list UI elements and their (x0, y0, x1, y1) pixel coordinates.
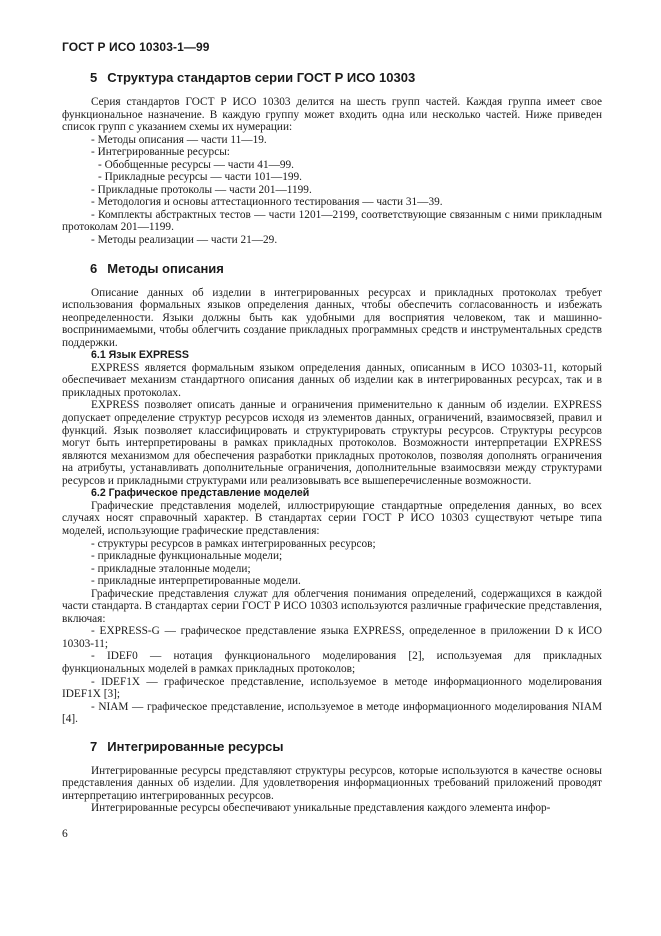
sub-list-item: - Прикладные ресурсы — части 101—199. (98, 171, 302, 184)
section-6-heading (90, 261, 602, 277)
list-item: - Методы реализации — части 21—29. (91, 234, 278, 247)
section-7-heading (90, 739, 602, 755)
section-6-paragraph: Описание данных об изделии в интегрированных ресурсах и прикладных протоколах требует использования формальных языков определения данных, чтобы обеспечить согласованность и избежать неопределенности. Языки должны быть как удобными для восприятия человеком, так и машинно-воспринимаемыми, чтобы облегчить создание прикладных программных средств и инструментальных средств поддержки. (62, 286, 602, 349)
subsection-6-1-paragraph: EXPRESS позволяет описать данные и ограничения применительно к данным об изделии. EXPRESS допускает определение структур ресурсов исходя из элементов данных, ограничений, взаимосвязей, правил и функций. Язык позволяет классифицировать и структурировать структуры ресурсов. Структуры ресурсов могут быть интерпретированы в рамках прикладных протоколов. Возможности интерпретации EXPRESS являются механизмом для обеспечения разработки прикладных протоколов, позволяя дополнять ограничения на атрибуты, устанавливать дополнительные ограничения, дополнительные взаимосвязи между структурами ресурсов и прикладными структурами или реализовывать все вышеперечисленные возможности. (62, 399, 602, 487)
section-6-title: Методы описания (107, 260, 224, 276)
subsection-6-2-paragraph: Графические представления служат для облегчения понимания определений, содержащихся в каждой части стандарта. В стандартах серии ГОСТ Р ИСО 10303 используются различные графические представления, включая: (62, 587, 602, 625)
section-5-heading (90, 70, 602, 86)
section-7-title: Интегрированные ресурсы (107, 738, 284, 754)
list-item: - NIAM — графическое представление, используемое в методе информационного моделирования NIAM [4]. (62, 700, 602, 726)
list-item: - прикладные функциональные модели; (91, 550, 283, 563)
subsection-6-2-title: 6.2 Графическое представление моделей (91, 487, 310, 500)
subsection-6-2-paragraph: Графические представления моделей, иллюстрирующие стандартные определения данных, во всех случаях носят справочный характер. В стандартах серии ГОСТ Р ИСО 10303 существуют четыре типа моделей, использующие графические представления: (62, 499, 602, 537)
list-item: - прикладные эталонные модели; (91, 562, 251, 575)
section-7-number: 7 (90, 738, 98, 754)
list-item: - Комплекты абстрактных тестов — части 1201—2199, соответствующие связанным с ними прикладным протоколам 201—1199. (62, 208, 602, 234)
list-item: - EXPRESS-G — графическое представление языка EXPRESS, определенное в приложении D к ИСО 10303-11; (62, 625, 602, 650)
section-5-intro: Серия стандартов ГОСТ Р ИСО 10303 делится на шесть групп частей. Каждая группа имеет свое функциональное назначение. В каждую группу может входить одна или несколько частей. Ниже приведен список групп с указанием схемы их нумерации: (62, 96, 602, 134)
list-item: - Методология и основы аттестационного тестирования — части 31—39. (91, 196, 443, 209)
subsection-6-1-paragraph: EXPRESS является формальным языком определения данных, описанным в ИСО 10303-11, который обеспечивает механизм стандартного описания данных об изделии как в интегрированных ресурсах, так и в прикладных протоколах. (62, 361, 602, 399)
section-5-number: 5 (90, 70, 98, 85)
list-item: - прикладные интерпретированные модели. (91, 575, 301, 588)
page-number: 6 (62, 828, 68, 840)
sub-list-item: - Обобщенные ресурсы — части 41—99. (98, 158, 295, 171)
section-7-paragraph: Интегрированные ресурсы обеспечивают уникальные представления каждого элемента инфор- (91, 802, 551, 815)
section-7-paragraph: Интегрированные ресурсы представляют структуры ресурсов, которые используются в качестве основы представления данных об изделии. Для удовлетворения информационных требований приложений проводят интерпретацию интегрированных ресурсов. (62, 764, 602, 802)
running-header: ГОСТ Р ИСО 10303-1—99 (62, 40, 210, 54)
list-item: - Прикладные протоколы — части 201—1199. (91, 183, 312, 196)
list-item: - структуры ресурсов в рамках интегрированных ресурсов; (91, 537, 376, 550)
section-6-number: 6 (90, 260, 98, 276)
subsection-6-1-title: 6.1 Язык EXPRESS (91, 349, 189, 362)
page-content (62, 70, 602, 815)
list-item: - Методы описания — части 11—19. (91, 133, 267, 146)
section-5-title: Структура стандартов серии ГОСТ Р ИСО 10303 (107, 70, 416, 85)
list-item: - IDEF1X — графическое представление, используемое в методе информационного моделирования IDEF1X [3]; (62, 675, 602, 701)
list-item: - IDEF0 — нотация функционального моделирования [2], используемая для прикладных функциональных моделей в рамках прикладных протоколов; (62, 650, 602, 675)
list-item: - Интегрированные ресурсы: (91, 146, 230, 159)
